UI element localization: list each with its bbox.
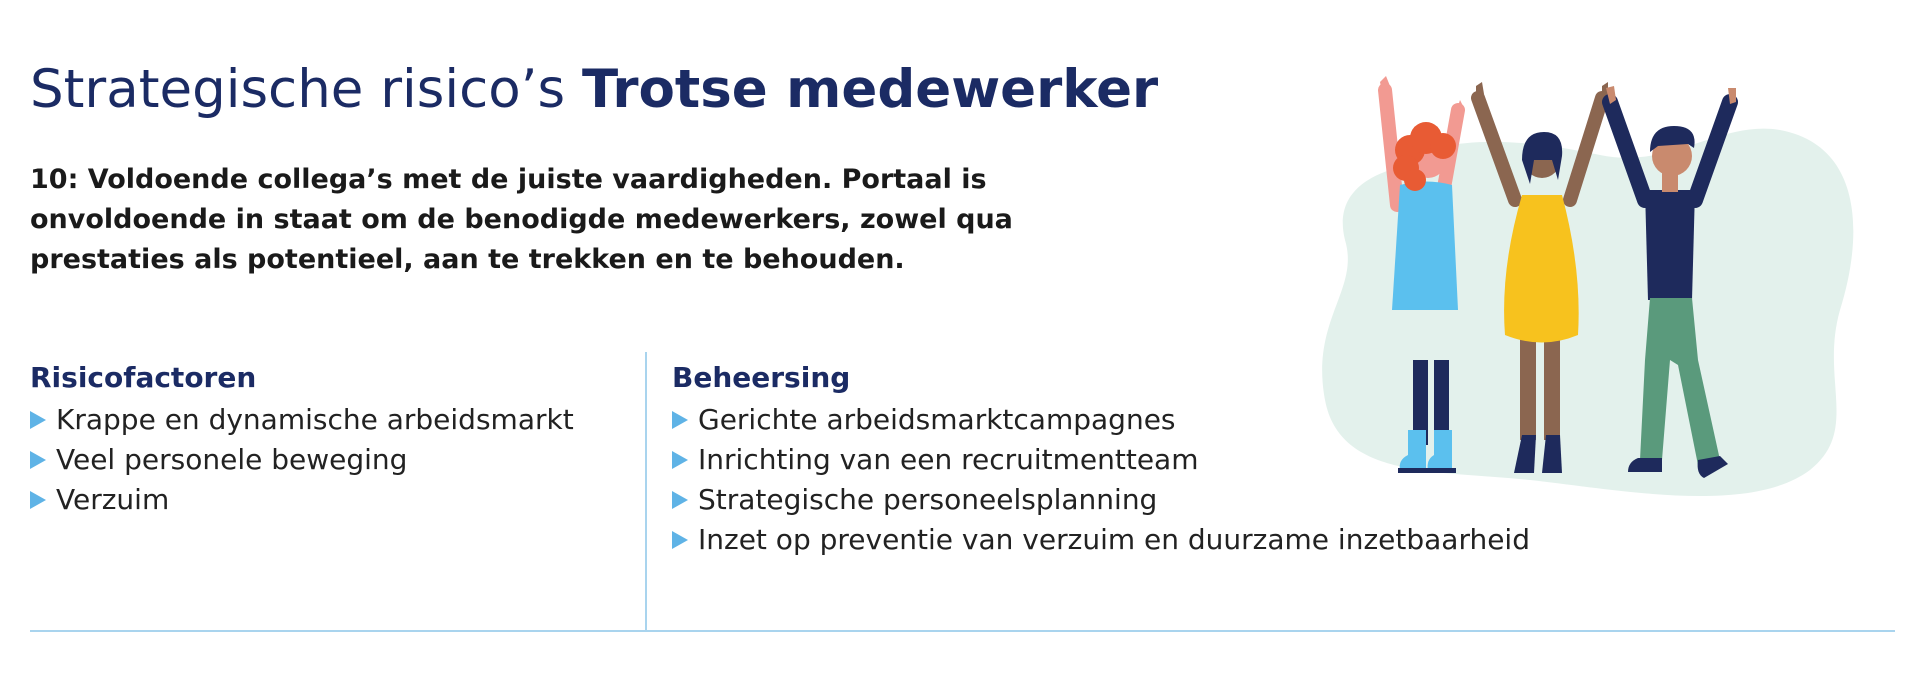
list-item-text: Veel personele beweging	[56, 443, 408, 476]
bottom-rule	[30, 630, 1895, 632]
list-item-text: Verzuim	[56, 483, 170, 516]
title-regular: Strategische risico’s	[30, 59, 566, 120]
list-item-text: Inzet op preventie van verzuim en duurzame inzetbaarheid	[698, 523, 1530, 556]
triangle-bullet-icon	[30, 491, 46, 509]
triangle-bullet-icon	[30, 451, 46, 469]
list-item-text: Strategische personeelsplanning	[698, 483, 1158, 516]
celebrating-colleagues-illustration	[1300, 60, 1890, 500]
list-item-text: Gerichte arbeidsmarktcampagnes	[698, 403, 1176, 436]
column-divider	[645, 352, 647, 630]
triangle-bullet-icon	[672, 451, 688, 469]
list-item	[30, 440, 574, 480]
triangle-bullet-icon	[672, 491, 688, 509]
page-title	[30, 58, 1158, 122]
triangle-bullet-icon	[672, 531, 688, 549]
triangle-bullet-icon	[30, 411, 46, 429]
risk-factors-list	[30, 400, 574, 520]
control-heading: Beheersing	[672, 361, 851, 394]
triangle-bullet-icon	[672, 411, 688, 429]
list-item	[30, 480, 574, 520]
background-blob	[1322, 129, 1853, 496]
list-item	[672, 520, 1530, 560]
intro-text: 10: Voldoende collega’s met de juiste vaardigheden. Portaal is onvoldoende in staat om de benodigde medewerkers, zowel qua prestaties als potentieel, aan te trekken en te behouden.	[30, 164, 1013, 275]
list-item-text: Inrichting van een recruitmentteam	[698, 443, 1199, 476]
list-item-text: Krappe en dynamische arbeidsmarkt	[56, 403, 574, 436]
list-item	[30, 400, 574, 440]
title-bold: Trotse medewerker	[581, 59, 1159, 120]
risk-factors-heading: Risicofactoren	[30, 361, 257, 394]
